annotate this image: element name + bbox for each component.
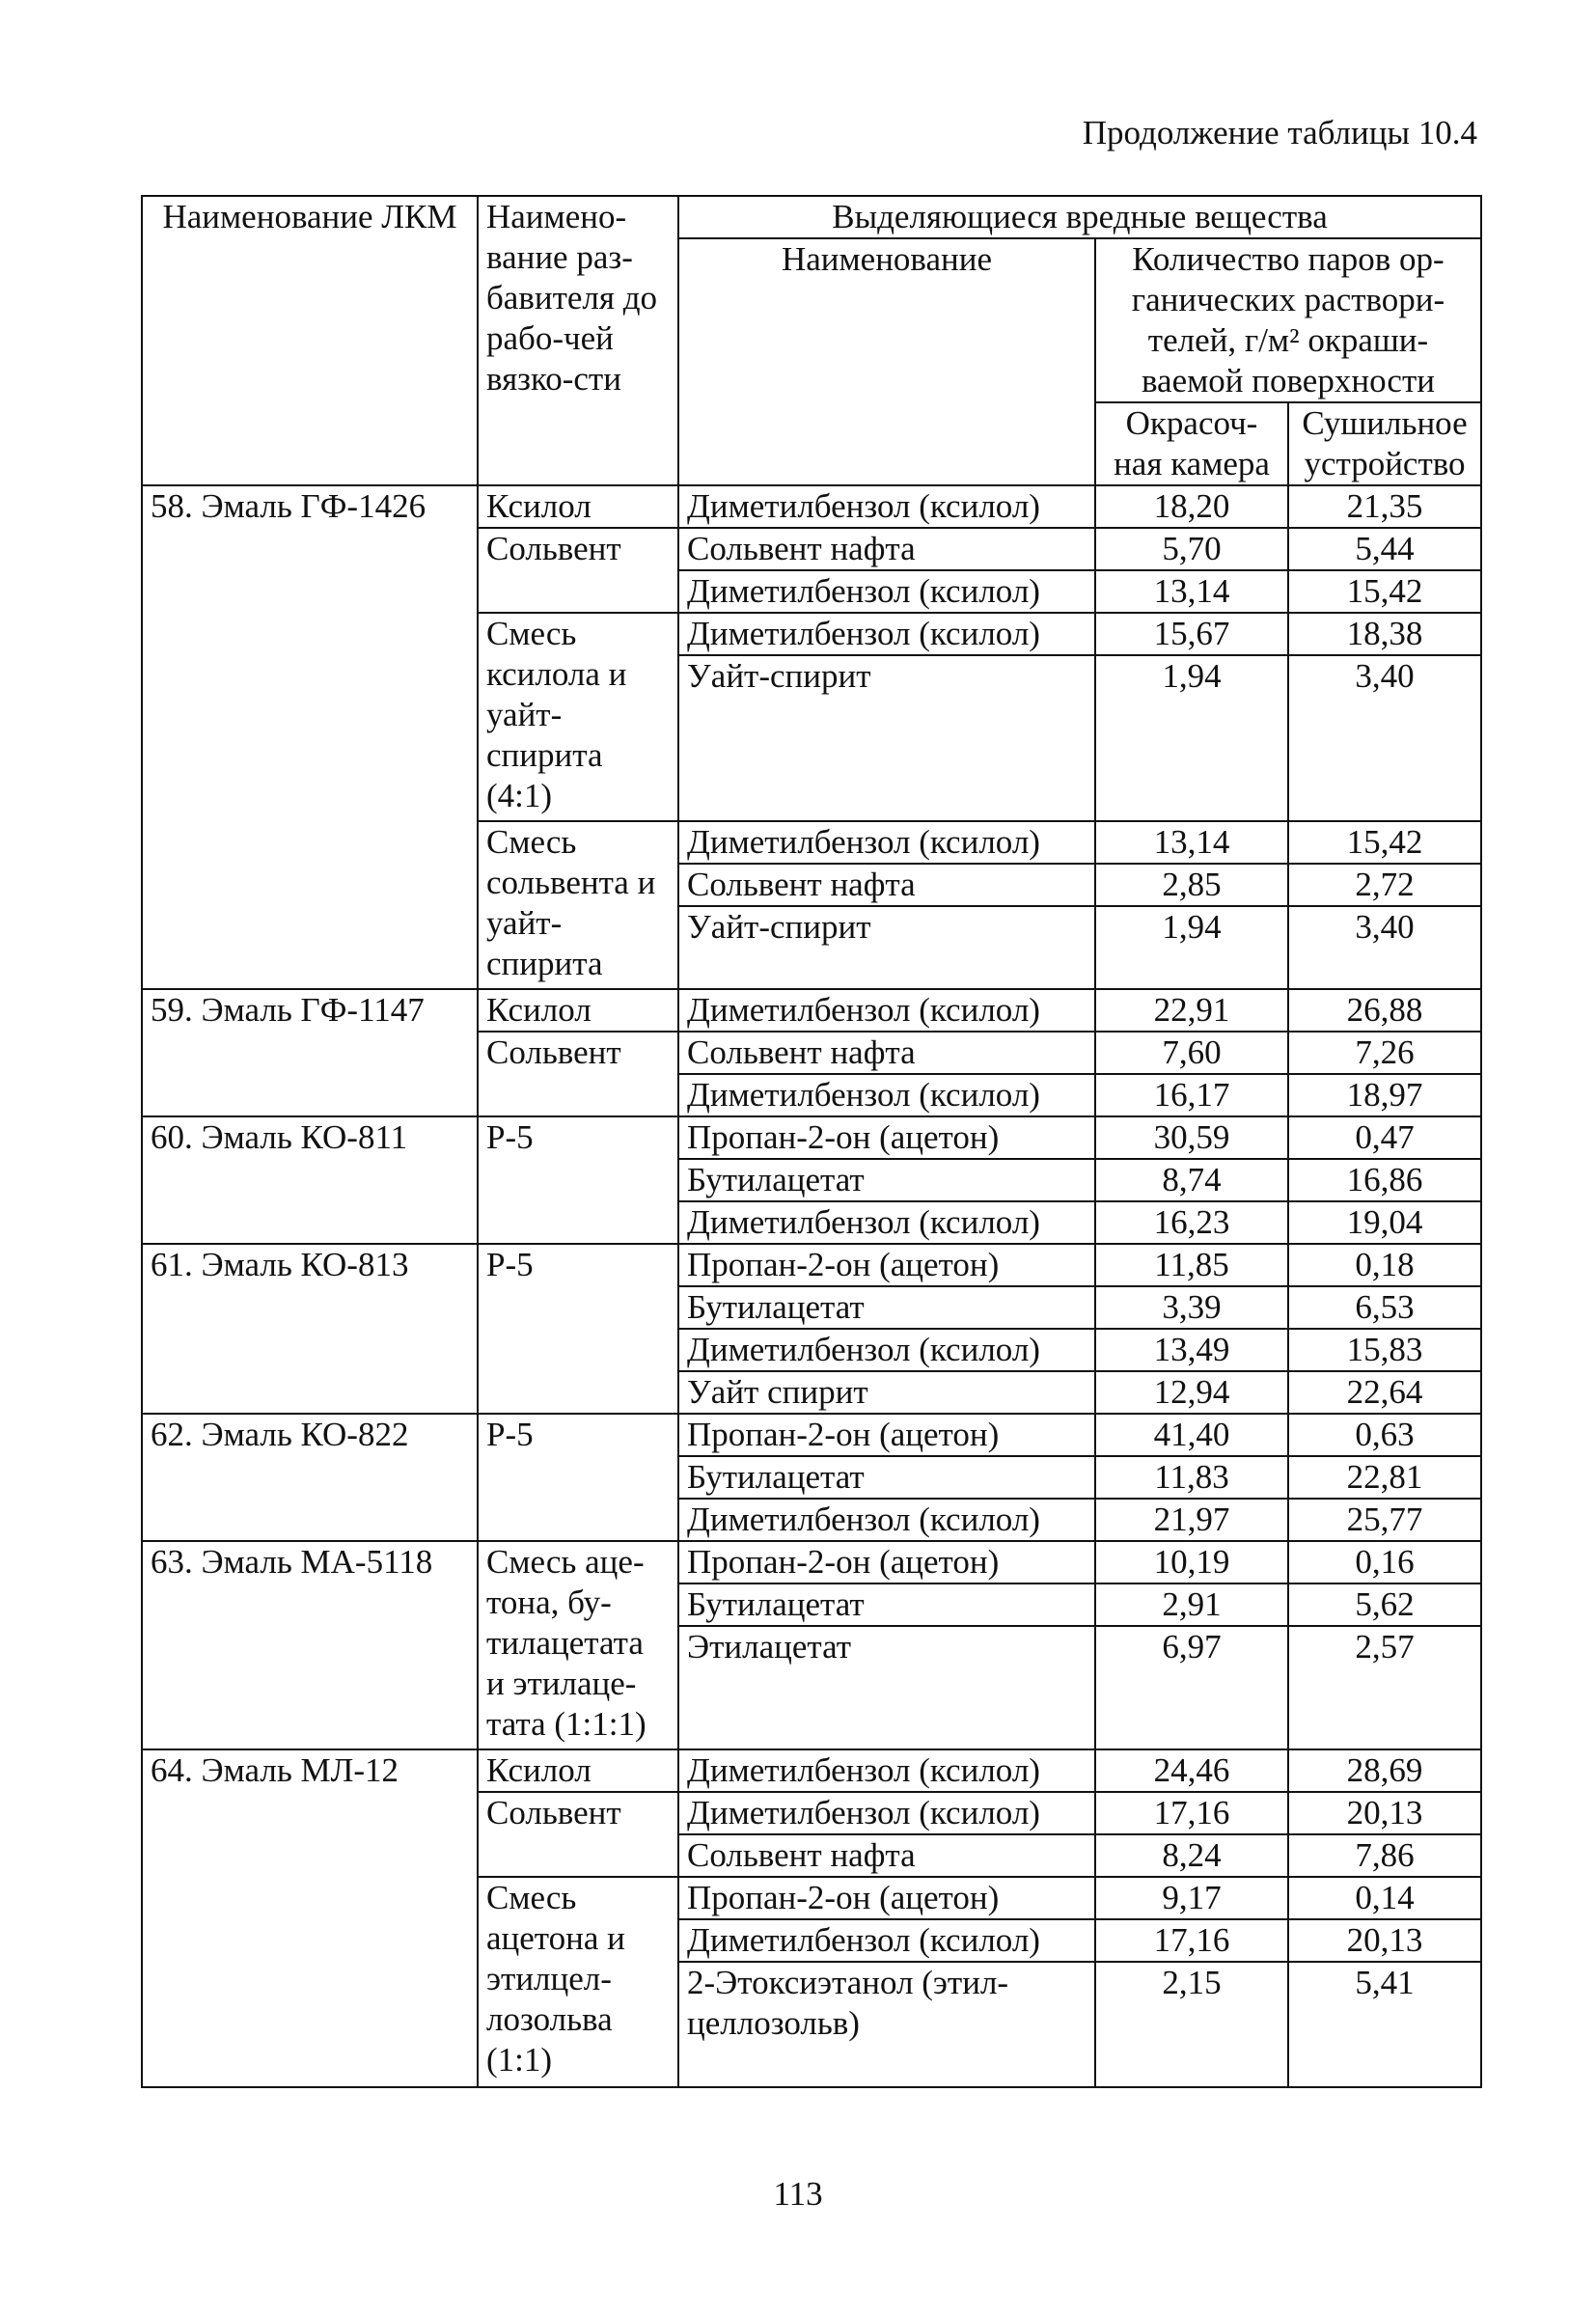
dryer-value-cell: 15,83 (1288, 1329, 1481, 1371)
header-painting-booth: Окрасоч-ная камера (1095, 402, 1288, 485)
booth-value-cell: 10,19 (1095, 1541, 1288, 1583)
lkm-cell: 58. Эмаль ГФ-1426 (142, 485, 478, 989)
lkm-cell: 61. Эмаль КО-813 (142, 1244, 478, 1414)
thinner-cell: Смесь аце-тона, бу-тилацетата и этилаце-тата (1:1:1) (478, 1541, 678, 1749)
booth-value-cell: 7,60 (1095, 1032, 1288, 1074)
booth-value-cell: 15,67 (1095, 613, 1288, 655)
table-row (142, 485, 1481, 528)
substance-cell: Уайт спирит (678, 1371, 1095, 1414)
lkm-cell: 62. Эмаль КО-822 (142, 1414, 478, 1541)
dryer-value-cell: 22,81 (1288, 1456, 1481, 1499)
dryer-value-cell: 5,62 (1288, 1583, 1481, 1626)
header-harmful-substances: Выделяющиеся вредные вещества (678, 196, 1481, 238)
booth-value-cell: 3,39 (1095, 1286, 1288, 1329)
booth-value-cell: 6,97 (1095, 1626, 1288, 1749)
thinner-cell: Ксилол (478, 1749, 678, 1792)
substance-cell: Пропан-2-он (ацетон) (678, 1116, 1095, 1159)
dryer-value-cell: 18,97 (1288, 1074, 1481, 1116)
table-continuation-caption: Продолжение таблицы 10.4 (1082, 114, 1477, 151)
dryer-value-cell: 15,42 (1288, 821, 1481, 864)
dryer-value-cell: 19,04 (1288, 1201, 1481, 1244)
dryer-value-cell: 3,40 (1288, 655, 1481, 821)
substance-cell: Диметилбензол (ксилол) (678, 570, 1095, 613)
booth-value-cell: 1,94 (1095, 655, 1288, 821)
dryer-value-cell: 2,57 (1288, 1626, 1481, 1749)
substance-cell: Этилацетат (678, 1626, 1095, 1749)
table-row (142, 1244, 1481, 1286)
substance-cell: Пропан-2-он (ацетон) (678, 1244, 1095, 1286)
table-row (142, 1749, 1481, 1792)
substance-cell: Сольвент нафта (678, 1834, 1095, 1877)
substance-cell: Диметилбензол (ксилол) (678, 989, 1095, 1032)
dryer-value-cell: 7,26 (1288, 1032, 1481, 1074)
dryer-value-cell: 28,69 (1288, 1749, 1481, 1792)
dryer-value-cell: 2,72 (1288, 864, 1481, 906)
booth-value-cell: 11,83 (1095, 1456, 1288, 1499)
substance-cell: Бутилацетат (678, 1286, 1095, 1329)
thinner-cell: Ксилол (478, 485, 678, 528)
booth-value-cell: 12,94 (1095, 1371, 1288, 1414)
table-row (142, 1414, 1481, 1456)
dryer-value-cell: 0,18 (1288, 1244, 1481, 1286)
booth-value-cell: 9,17 (1095, 1877, 1288, 1919)
booth-value-cell: 16,23 (1095, 1201, 1288, 1244)
thinner-cell: Смесь сольвента и уайт-спирита (478, 821, 678, 989)
dryer-value-cell: 5,44 (1288, 528, 1481, 570)
booth-value-cell: 13,49 (1095, 1329, 1288, 1371)
booth-value-cell: 24,46 (1095, 1749, 1288, 1792)
substance-cell: Пропан-2-он (ацетон) (678, 1414, 1095, 1456)
substance-cell: Уайт-спирит (678, 906, 1095, 989)
booth-value-cell: 2,91 (1095, 1583, 1288, 1626)
booth-value-cell: 13,14 (1095, 821, 1288, 864)
substance-cell: Диметилбензол (ксилол) (678, 1499, 1095, 1541)
thinner-cell: Смесь ксилола и уайт-спирита (4:1) (478, 613, 678, 821)
substance-cell: Бутилацетат (678, 1583, 1095, 1626)
booth-value-cell: 5,70 (1095, 528, 1288, 570)
substance-cell: Диметилбензол (ксилол) (678, 1074, 1095, 1116)
thinner-cell: Сольвент (478, 528, 678, 613)
dryer-value-cell: 22,64 (1288, 1371, 1481, 1414)
dryer-value-cell: 6,53 (1288, 1286, 1481, 1329)
header-substance-name: Наименование (678, 238, 1095, 485)
dryer-value-cell: 0,63 (1288, 1414, 1481, 1456)
table-header (142, 196, 1481, 485)
substance-cell: Диметилбензол (ксилол) (678, 1749, 1095, 1792)
booth-value-cell: 22,91 (1095, 989, 1288, 1032)
thinner-cell: Р-5 (478, 1244, 678, 1414)
dryer-value-cell: 5,41 (1288, 1962, 1481, 2087)
table-row (142, 1541, 1481, 1583)
lkm-cell: 63. Эмаль МА-5118 (142, 1541, 478, 1749)
substance-cell: Пропан-2-он (ацетон) (678, 1541, 1095, 1583)
substance-cell: 2-Этоксиэтанол (этил-целлозольв) (678, 1962, 1095, 2087)
header-lkm-name: Наименование ЛКМ (142, 196, 478, 485)
dryer-value-cell: 25,77 (1288, 1499, 1481, 1541)
substance-cell: Сольвент нафта (678, 864, 1095, 906)
lkm-cell: 64. Эмаль МЛ-12 (142, 1749, 478, 2087)
dryer-value-cell: 7,86 (1288, 1834, 1481, 1877)
header-thinner-name: Наимено-вание раз-бавителя до рабо-чей вязко-сти (478, 196, 678, 485)
dryer-value-cell: 20,13 (1288, 1792, 1481, 1834)
booth-value-cell: 18,20 (1095, 485, 1288, 528)
dryer-value-cell: 16,86 (1288, 1159, 1481, 1201)
substance-cell: Диметилбензол (ксилол) (678, 1201, 1095, 1244)
booth-value-cell: 21,97 (1095, 1499, 1288, 1541)
booth-value-cell: 8,24 (1095, 1834, 1288, 1877)
substance-cell: Диметилбензол (ксилол) (678, 821, 1095, 864)
dryer-value-cell: 26,88 (1288, 989, 1481, 1032)
dryer-value-cell: 3,40 (1288, 906, 1481, 989)
booth-value-cell: 2,85 (1095, 864, 1288, 906)
booth-value-cell: 41,40 (1095, 1414, 1288, 1456)
thinner-cell: Ксилол (478, 989, 678, 1032)
emissions-table (141, 195, 1482, 2088)
thinner-cell: Р-5 (478, 1414, 678, 1541)
thinner-cell: Р-5 (478, 1116, 678, 1244)
thinner-cell: Сольвент (478, 1032, 678, 1116)
table-body (142, 485, 1481, 2087)
substance-cell: Диметилбензол (ксилол) (678, 613, 1095, 655)
thinner-cell: Смесь ацетона и этилцел-лозольва (1:1) (478, 1877, 678, 2087)
substance-cell: Пропан-2-он (ацетон) (678, 1877, 1095, 1919)
table-row (142, 989, 1481, 1032)
dryer-value-cell: 15,42 (1288, 570, 1481, 613)
header-vapor-quantity: Количество паров ор-ганических раствори-телей, г/м² окраши-ваемой поверхности (1095, 238, 1481, 402)
header-drying-device: Сушильное устройство (1288, 402, 1481, 485)
dryer-value-cell: 21,35 (1288, 485, 1481, 528)
booth-value-cell: 1,94 (1095, 906, 1288, 989)
substance-cell: Бутилацетат (678, 1159, 1095, 1201)
booth-value-cell: 30,59 (1095, 1116, 1288, 1159)
lkm-cell: 59. Эмаль ГФ-1147 (142, 989, 478, 1116)
dryer-value-cell: 0,16 (1288, 1541, 1481, 1583)
substance-cell: Сольвент нафта (678, 1032, 1095, 1074)
dryer-value-cell: 18,38 (1288, 613, 1481, 655)
booth-value-cell: 16,17 (1095, 1074, 1288, 1116)
substance-cell: Диметилбензол (ксилол) (678, 1329, 1095, 1371)
substance-cell: Бутилацетат (678, 1456, 1095, 1499)
substance-cell: Уайт-спирит (678, 655, 1095, 821)
booth-value-cell: 2,15 (1095, 1962, 1288, 2087)
substance-cell: Диметилбензол (ксилол) (678, 1919, 1095, 1962)
lkm-cell: 60. Эмаль КО-811 (142, 1116, 478, 1244)
substance-cell: Диметилбензол (ксилол) (678, 1792, 1095, 1834)
dryer-value-cell: 0,14 (1288, 1877, 1481, 1919)
booth-value-cell: 11,85 (1095, 1244, 1288, 1286)
dryer-value-cell: 20,13 (1288, 1919, 1481, 1962)
booth-value-cell: 13,14 (1095, 570, 1288, 613)
substance-cell: Диметилбензол (ксилол) (678, 485, 1095, 528)
page-number: 113 (773, 2175, 823, 2213)
thinner-cell: Сольвент (478, 1792, 678, 1877)
booth-value-cell: 8,74 (1095, 1159, 1288, 1201)
substance-cell: Сольвент нафта (678, 528, 1095, 570)
booth-value-cell: 17,16 (1095, 1792, 1288, 1834)
table-row (142, 1116, 1481, 1159)
booth-value-cell: 17,16 (1095, 1919, 1288, 1962)
dryer-value-cell: 0,47 (1288, 1116, 1481, 1159)
